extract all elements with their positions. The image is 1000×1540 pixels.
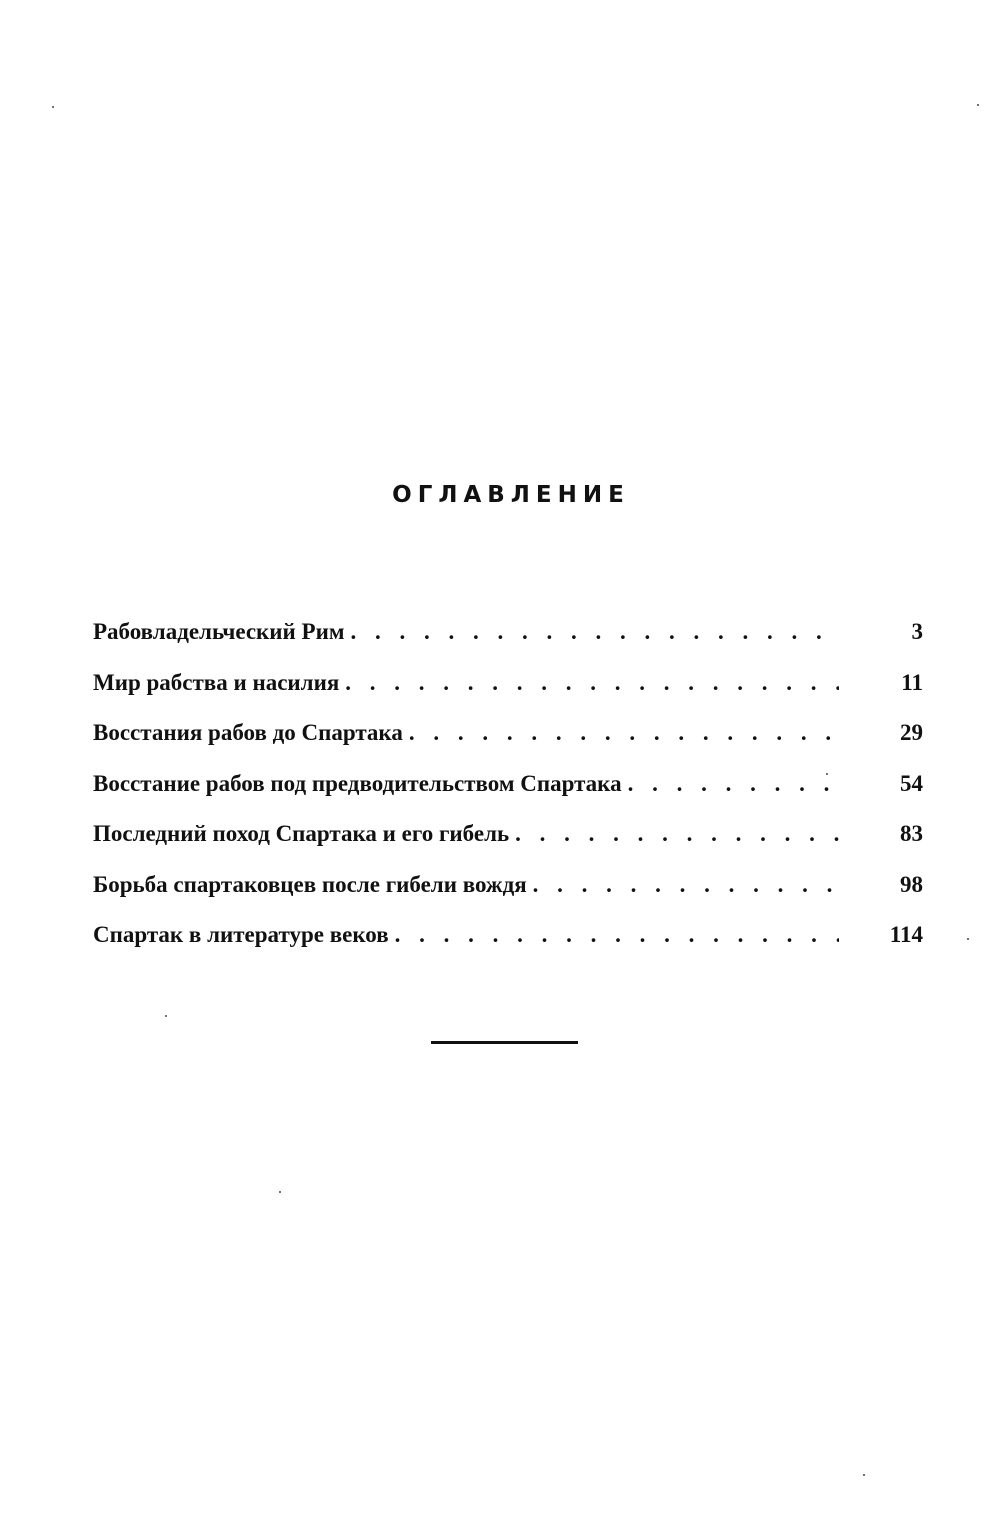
scan-speck: [52, 106, 54, 108]
toc-entry-title: Последний поход Спартака и его гибель: [93, 821, 510, 846]
toc-heading: ОГЛАВЛЕНИЕ: [392, 482, 630, 508]
toc-dot-leader: [409, 713, 839, 753]
toc-entry-page: 3: [911, 619, 923, 644]
toc-entry[interactable]: [93, 814, 923, 865]
toc-entry-page: 114: [889, 922, 923, 947]
toc-entry-title: Мир рабства и насилия: [93, 669, 340, 695]
toc-dot-leader: [628, 764, 839, 804]
toc-entry-title: Борьба спартаковцев после гибели вождя: [93, 871, 527, 897]
toc-entry-title: Спартак в литературе веков: [93, 922, 389, 947]
toc-entry[interactable]: [93, 865, 923, 916]
scan-speck: [826, 773, 828, 775]
toc-dot-leader: [533, 865, 839, 905]
toc-list: [93, 612, 923, 966]
scan-speck: [967, 938, 969, 940]
toc-entry[interactable]: [93, 713, 923, 764]
toc-dot-leader: [395, 915, 839, 955]
toc-dot-leader: [515, 814, 839, 854]
scan-speck: [863, 1474, 865, 1476]
toc-dot-leader: [351, 612, 840, 652]
closing-rule: [431, 1041, 578, 1044]
toc-entry-title: Восстание рабов под предводительством Спартака: [93, 770, 622, 796]
scan-speck: [165, 1015, 167, 1017]
scan-speck: [977, 104, 979, 106]
toc-entry[interactable]: [93, 663, 923, 714]
toc-entry-title: Восстания рабов до Спартака: [93, 720, 403, 745]
toc-entry[interactable]: [93, 612, 923, 663]
toc-entry[interactable]: [93, 915, 923, 966]
toc-entry-page: 11: [901, 669, 923, 695]
toc-entry-page: 54: [900, 770, 923, 796]
toc-entry-page: 29: [900, 720, 923, 745]
toc-entry-title: Рабовладельческий Рим: [93, 619, 345, 644]
toc-entry[interactable]: [93, 764, 923, 815]
toc-dot-leader: [345, 663, 839, 703]
toc-entry-page: 83: [900, 821, 923, 846]
scan-speck: [279, 1191, 281, 1193]
toc-entry-page: 98: [900, 871, 923, 897]
